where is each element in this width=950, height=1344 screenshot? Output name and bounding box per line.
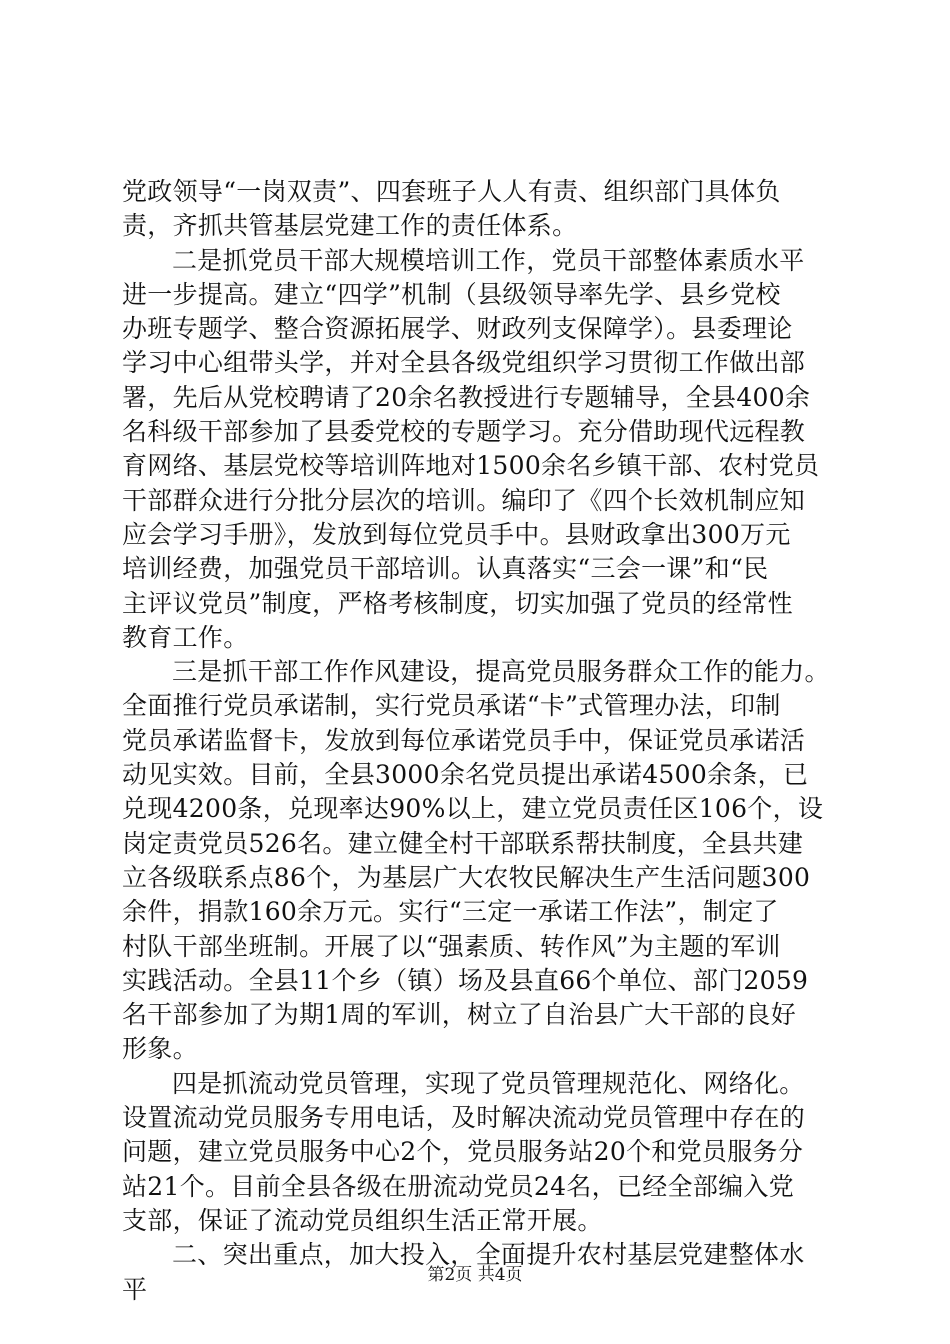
- text-line: 站21个。目前全县各级在册流动党员24名，已经全部编入党: [122, 1171, 795, 1201]
- text-line: 平: [122, 1274, 148, 1304]
- text-line: 进一步提高。建立“四学”机制（县级领导率先学、县乡党校: [122, 279, 781, 309]
- text-line: 全面推行党员承诺制，实行党员承诺“卡”式管理办法，印制: [122, 691, 781, 721]
- text-line: 兑现4200条，兑现率达90%以上，建立党员责任区106个，设: [122, 794, 824, 824]
- text-line: 立各级联系点86个，为基层广大农牧民解决生产生活问题300: [122, 862, 811, 892]
- text-line: 三是抓干部工作作风建设，提高党员服务群众工作的能力。: [172, 657, 830, 687]
- document-body: [122, 175, 834, 1307]
- text-line: 学习中心组带头学，并对全县各级党组织学习贯彻工作做出部: [122, 348, 806, 378]
- text-line: 培训经费，加强党员干部培训。认真落实“三会一课”和“民: [122, 554, 769, 584]
- text-line: 署，先后从党校聘请了20余名教授进行专题辅导，全县400余: [122, 382, 811, 412]
- text-line: 问题，建立党员服务中心2个，党员服务站20个和党员服务分: [122, 1137, 804, 1167]
- text-line: 支部，保证了流动党员组织生活正常开展。: [122, 1205, 603, 1235]
- text-line: 设置流动党员服务专用电话，及时解决流动党员管理中存在的: [122, 1103, 806, 1133]
- page-footer: 第2页 共4页: [427, 1265, 523, 1285]
- text-line: 岗定责党员526名。建立健全村干部联系帮扶制度，全县共建: [122, 828, 804, 858]
- text-line: 应会学习手册》，发放到每位党员手中。县财政拿出300万元: [122, 519, 791, 549]
- text-line: 动见实效。目前，全县3000余名党员提出承诺4500余条，已: [122, 760, 809, 790]
- text-line: 四是抓流动党员管理，实现了党员管理规范化、网络化。: [172, 1068, 805, 1098]
- text-line: 责，齐抓共管基层党建工作的责任体系。: [122, 211, 578, 241]
- text-line: 余件，捐款160余万元。实行“三定一承诺工作法”，制定了: [122, 897, 779, 927]
- text-line: 主评议党员”制度，严格考核制度，切实加强了党员的经常性: [122, 588, 793, 618]
- text-line: 育网络、基层党校等培训阵地对1500余名乡镇干部、农村党员: [122, 451, 820, 481]
- text-line: 办班专题学、整合资源拓展学、财政列支保障学）。县委理论: [122, 314, 793, 344]
- text-line: 实践活动。全县11个乡（镇）场及县直66个单位、部门2059: [122, 965, 809, 995]
- text-line: 名干部参加了为期1周的军训，树立了自治县广大干部的良好: [122, 1000, 797, 1030]
- text-line: 形象。: [122, 1034, 198, 1064]
- text-line: 党员承诺监督卡，发放到每位承诺党员手中，保证党员承诺活: [122, 725, 806, 755]
- text-line: 村队干部坐班制。开展了以“强素质、转作风”为主题的军训: [122, 931, 781, 961]
- text-line: 二是抓党员干部大规模培训工作，党员干部整体素质水平: [172, 245, 805, 275]
- text-line: 干部群众进行分批分层次的培训。编印了《四个长效机制应知: [122, 485, 806, 515]
- text-line: 教育工作。: [122, 622, 249, 652]
- text-line: 党政领导“一岗双责”、四套班子人人有责、组织部门具体负: [122, 177, 781, 206]
- text-line: 二、突出重点，加大投入，全面提升农村基层党建整体水: [172, 1240, 805, 1270]
- text-line: 名科级干部参加了县委党校的专题学习。充分借助现代远程教: [122, 417, 806, 447]
